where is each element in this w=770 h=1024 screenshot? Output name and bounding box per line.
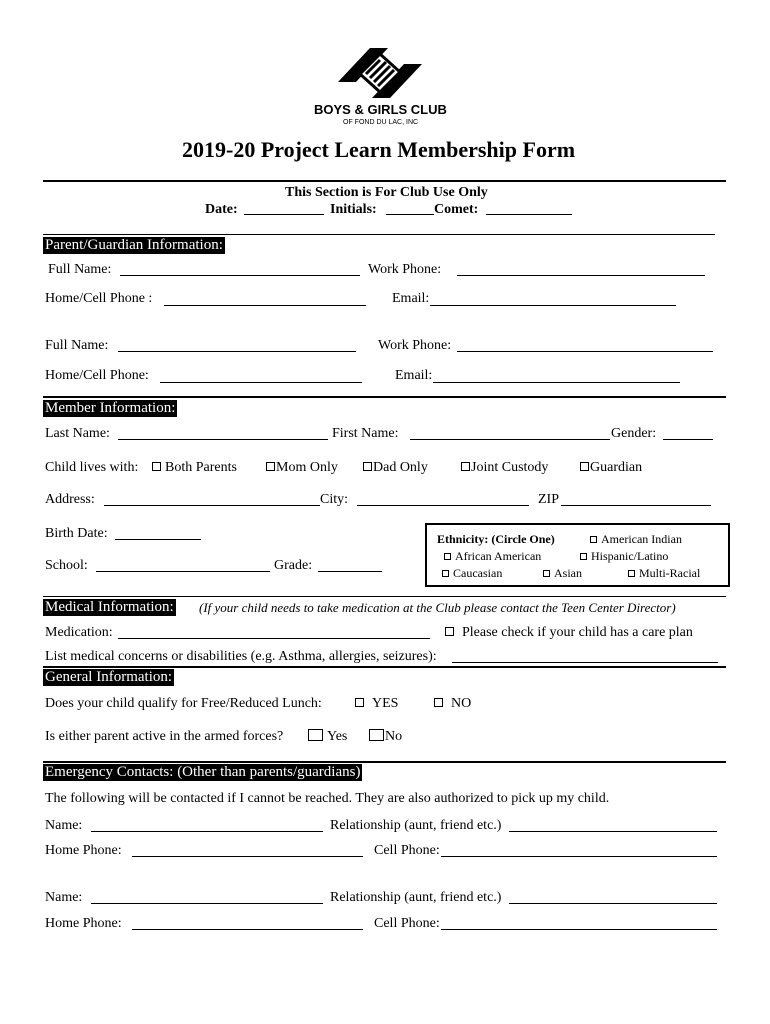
club-use-heading: This Section is For Club Use Only: [285, 185, 488, 200]
lunch-no[interactable]: NO: [434, 696, 471, 712]
last-name-field[interactable]: [118, 439, 328, 440]
club-date-field[interactable]: [244, 214, 324, 215]
parent1-email-field[interactable]: [430, 305, 676, 306]
armed-yes[interactable]: Yes: [308, 729, 347, 745]
ec2-relationship-field[interactable]: [509, 903, 717, 904]
general-section-header: General Information:: [45, 669, 173, 685]
gender-field[interactable]: [663, 439, 713, 440]
child-lives-label: Child lives with:: [45, 460, 139, 475]
parent1-name-label: Full Name:: [48, 262, 112, 277]
parent1-name-field[interactable]: [120, 275, 360, 276]
parent1-home-label: Home/Cell Phone :: [45, 291, 153, 306]
member-divider: [43, 596, 726, 597]
general-divider: [43, 761, 726, 763]
zip-field[interactable]: [561, 505, 711, 506]
eth-american-indian[interactable]: American Indian: [590, 532, 682, 547]
ec2-cell-label: Cell Phone:: [374, 916, 440, 931]
parent2-name-label: Full Name:: [45, 338, 109, 353]
last-name-label: Last Name:: [45, 426, 110, 441]
grade-label: Grade:: [274, 558, 313, 573]
eth-asian[interactable]: Asian: [543, 566, 582, 581]
zip-label: ZIP: [538, 492, 559, 507]
logo-name: BOYS & GIRLS CLUB: [314, 102, 447, 117]
gender-label: Gender:: [611, 426, 657, 441]
city-label: City:: [320, 492, 349, 507]
parent2-home-label: Home/Cell Phone:: [45, 368, 149, 383]
ec2-home-label: Home Phone:: [45, 916, 122, 931]
checkbox-icon[interactable]: [266, 462, 275, 471]
address-field[interactable]: [104, 505, 320, 506]
medication-label: Medication:: [45, 625, 113, 640]
first-name-label: First Name:: [332, 426, 399, 441]
parent2-email-field[interactable]: [433, 382, 680, 383]
concerns-label: List medical concerns or disabilities (e.g. Asthma, allergies, seizures):: [45, 649, 437, 664]
eth-african-american[interactable]: African American: [444, 549, 541, 564]
club-initials-field[interactable]: [386, 214, 434, 215]
club-date-label: Date:: [205, 202, 238, 217]
concerns-field[interactable]: [452, 662, 718, 663]
club-divider: [43, 234, 715, 235]
school-field[interactable]: [96, 571, 270, 572]
parent2-work-field[interactable]: [457, 351, 713, 352]
checkbox-icon[interactable]: [580, 462, 589, 471]
grade-field[interactable]: [318, 571, 382, 572]
ec2-name-label: Name:: [45, 890, 83, 905]
ec1-home-field[interactable]: [132, 856, 363, 857]
checkbox-icon[interactable]: [355, 698, 364, 707]
parent2-name-field[interactable]: [118, 351, 356, 352]
parent1-work-label: Work Phone:: [368, 262, 442, 277]
parent1-email-label: Email:: [392, 291, 430, 306]
ethnicity-box: [425, 523, 730, 587]
member-section-header: Member Information:: [45, 400, 176, 416]
medical-section-header: Medical Information:: [45, 599, 174, 615]
club-comet-label: Comet:: [434, 202, 479, 217]
ec2-name-field[interactable]: [91, 903, 323, 904]
medication-field[interactable]: [118, 638, 430, 639]
opt-joint-custody[interactable]: Joint Custody: [461, 460, 548, 476]
checkbox-icon[interactable]: [590, 536, 597, 543]
emergency-intro: The following will be contacted if I cannot be reached. They are also authorized to pick up my child.: [45, 791, 610, 806]
club-comet-field[interactable]: [486, 214, 572, 215]
ec2-relationship-label: Relationship (aunt, friend etc.): [330, 890, 502, 905]
checkbox-icon[interactable]: [580, 553, 587, 560]
checkbox-icon[interactable]: [628, 570, 635, 577]
title-divider: [43, 180, 726, 182]
eth-multi-racial[interactable]: Multi-Racial: [628, 566, 700, 581]
ec1-home-label: Home Phone:: [45, 843, 122, 858]
city-field[interactable]: [357, 505, 529, 506]
parent1-home-field[interactable]: [164, 305, 366, 306]
handshake-logo-icon: [330, 42, 430, 104]
care-plan-option[interactable]: Please check if your child has a care plan: [445, 625, 693, 641]
ec2-home-field[interactable]: [132, 929, 363, 930]
medical-note: (If your child needs to take medication at the Club please contact the Teen Center Director): [199, 600, 676, 615]
checkbox-icon[interactable]: [444, 553, 451, 560]
checkbox-icon[interactable]: [543, 570, 550, 577]
checkbox-icon[interactable]: [308, 729, 323, 741]
eth-hispanic[interactable]: Hispanic/Latino: [580, 549, 668, 564]
checkbox-icon[interactable]: [369, 729, 384, 741]
ec1-cell-label: Cell Phone:: [374, 843, 440, 858]
first-name-field[interactable]: [410, 439, 610, 440]
checkbox-icon[interactable]: [442, 570, 449, 577]
ec2-cell-field[interactable]: [441, 929, 717, 930]
opt-mom-only[interactable]: Mom Only: [266, 460, 338, 476]
club-initials-label: Initials:: [330, 202, 377, 217]
parent2-home-field[interactable]: [160, 382, 362, 383]
ec1-cell-field[interactable]: [441, 856, 717, 857]
birth-date-field[interactable]: [115, 539, 201, 540]
logo-subtitle: OF FOND DU LAC, INC: [343, 119, 419, 126]
armed-question: Is either parent active in the armed forces?: [45, 729, 284, 744]
parent-section-header: Parent/Guardian Information:: [45, 237, 223, 253]
lunch-question: Does your child qualify for Free/Reduced Lunch:: [45, 696, 322, 711]
checkbox-icon[interactable]: [445, 627, 454, 636]
school-label: School:: [45, 558, 88, 573]
address-label: Address:: [45, 492, 95, 507]
ec1-name-field[interactable]: [91, 831, 323, 832]
birth-date-label: Birth Date:: [45, 526, 108, 541]
lunch-yes[interactable]: YES: [355, 696, 398, 712]
page-title: 2019-20 Project Learn Membership Form: [182, 137, 576, 162]
parent-divider: [43, 396, 726, 398]
opt-guardian[interactable]: Guardian: [580, 460, 642, 476]
checkbox-icon[interactable]: [363, 462, 372, 471]
parent2-work-label: Work Phone:: [378, 338, 452, 353]
parent2-email-label: Email:: [395, 368, 433, 383]
medical-divider: [43, 666, 726, 668]
ec1-name-label: Name:: [45, 818, 83, 833]
ec1-relationship-field[interactable]: [509, 831, 717, 832]
checkbox-icon[interactable]: [461, 462, 470, 471]
parent1-work-field[interactable]: [457, 275, 705, 276]
opt-both-parents[interactable]: Both Parents: [152, 460, 237, 476]
ethnicity-heading: Ethnicity: (Circle One): [437, 532, 555, 546]
opt-dad-only[interactable]: Dad Only: [363, 460, 428, 476]
emergency-section-header: Emergency Contacts: (Other than parents/guardians): [45, 764, 361, 780]
checkbox-icon[interactable]: [152, 462, 161, 471]
eth-caucasian[interactable]: Caucasian: [442, 566, 502, 581]
ec1-relationship-label: Relationship (aunt, friend etc.): [330, 818, 502, 833]
armed-no[interactable]: No: [369, 729, 402, 745]
checkbox-icon[interactable]: [434, 698, 443, 707]
